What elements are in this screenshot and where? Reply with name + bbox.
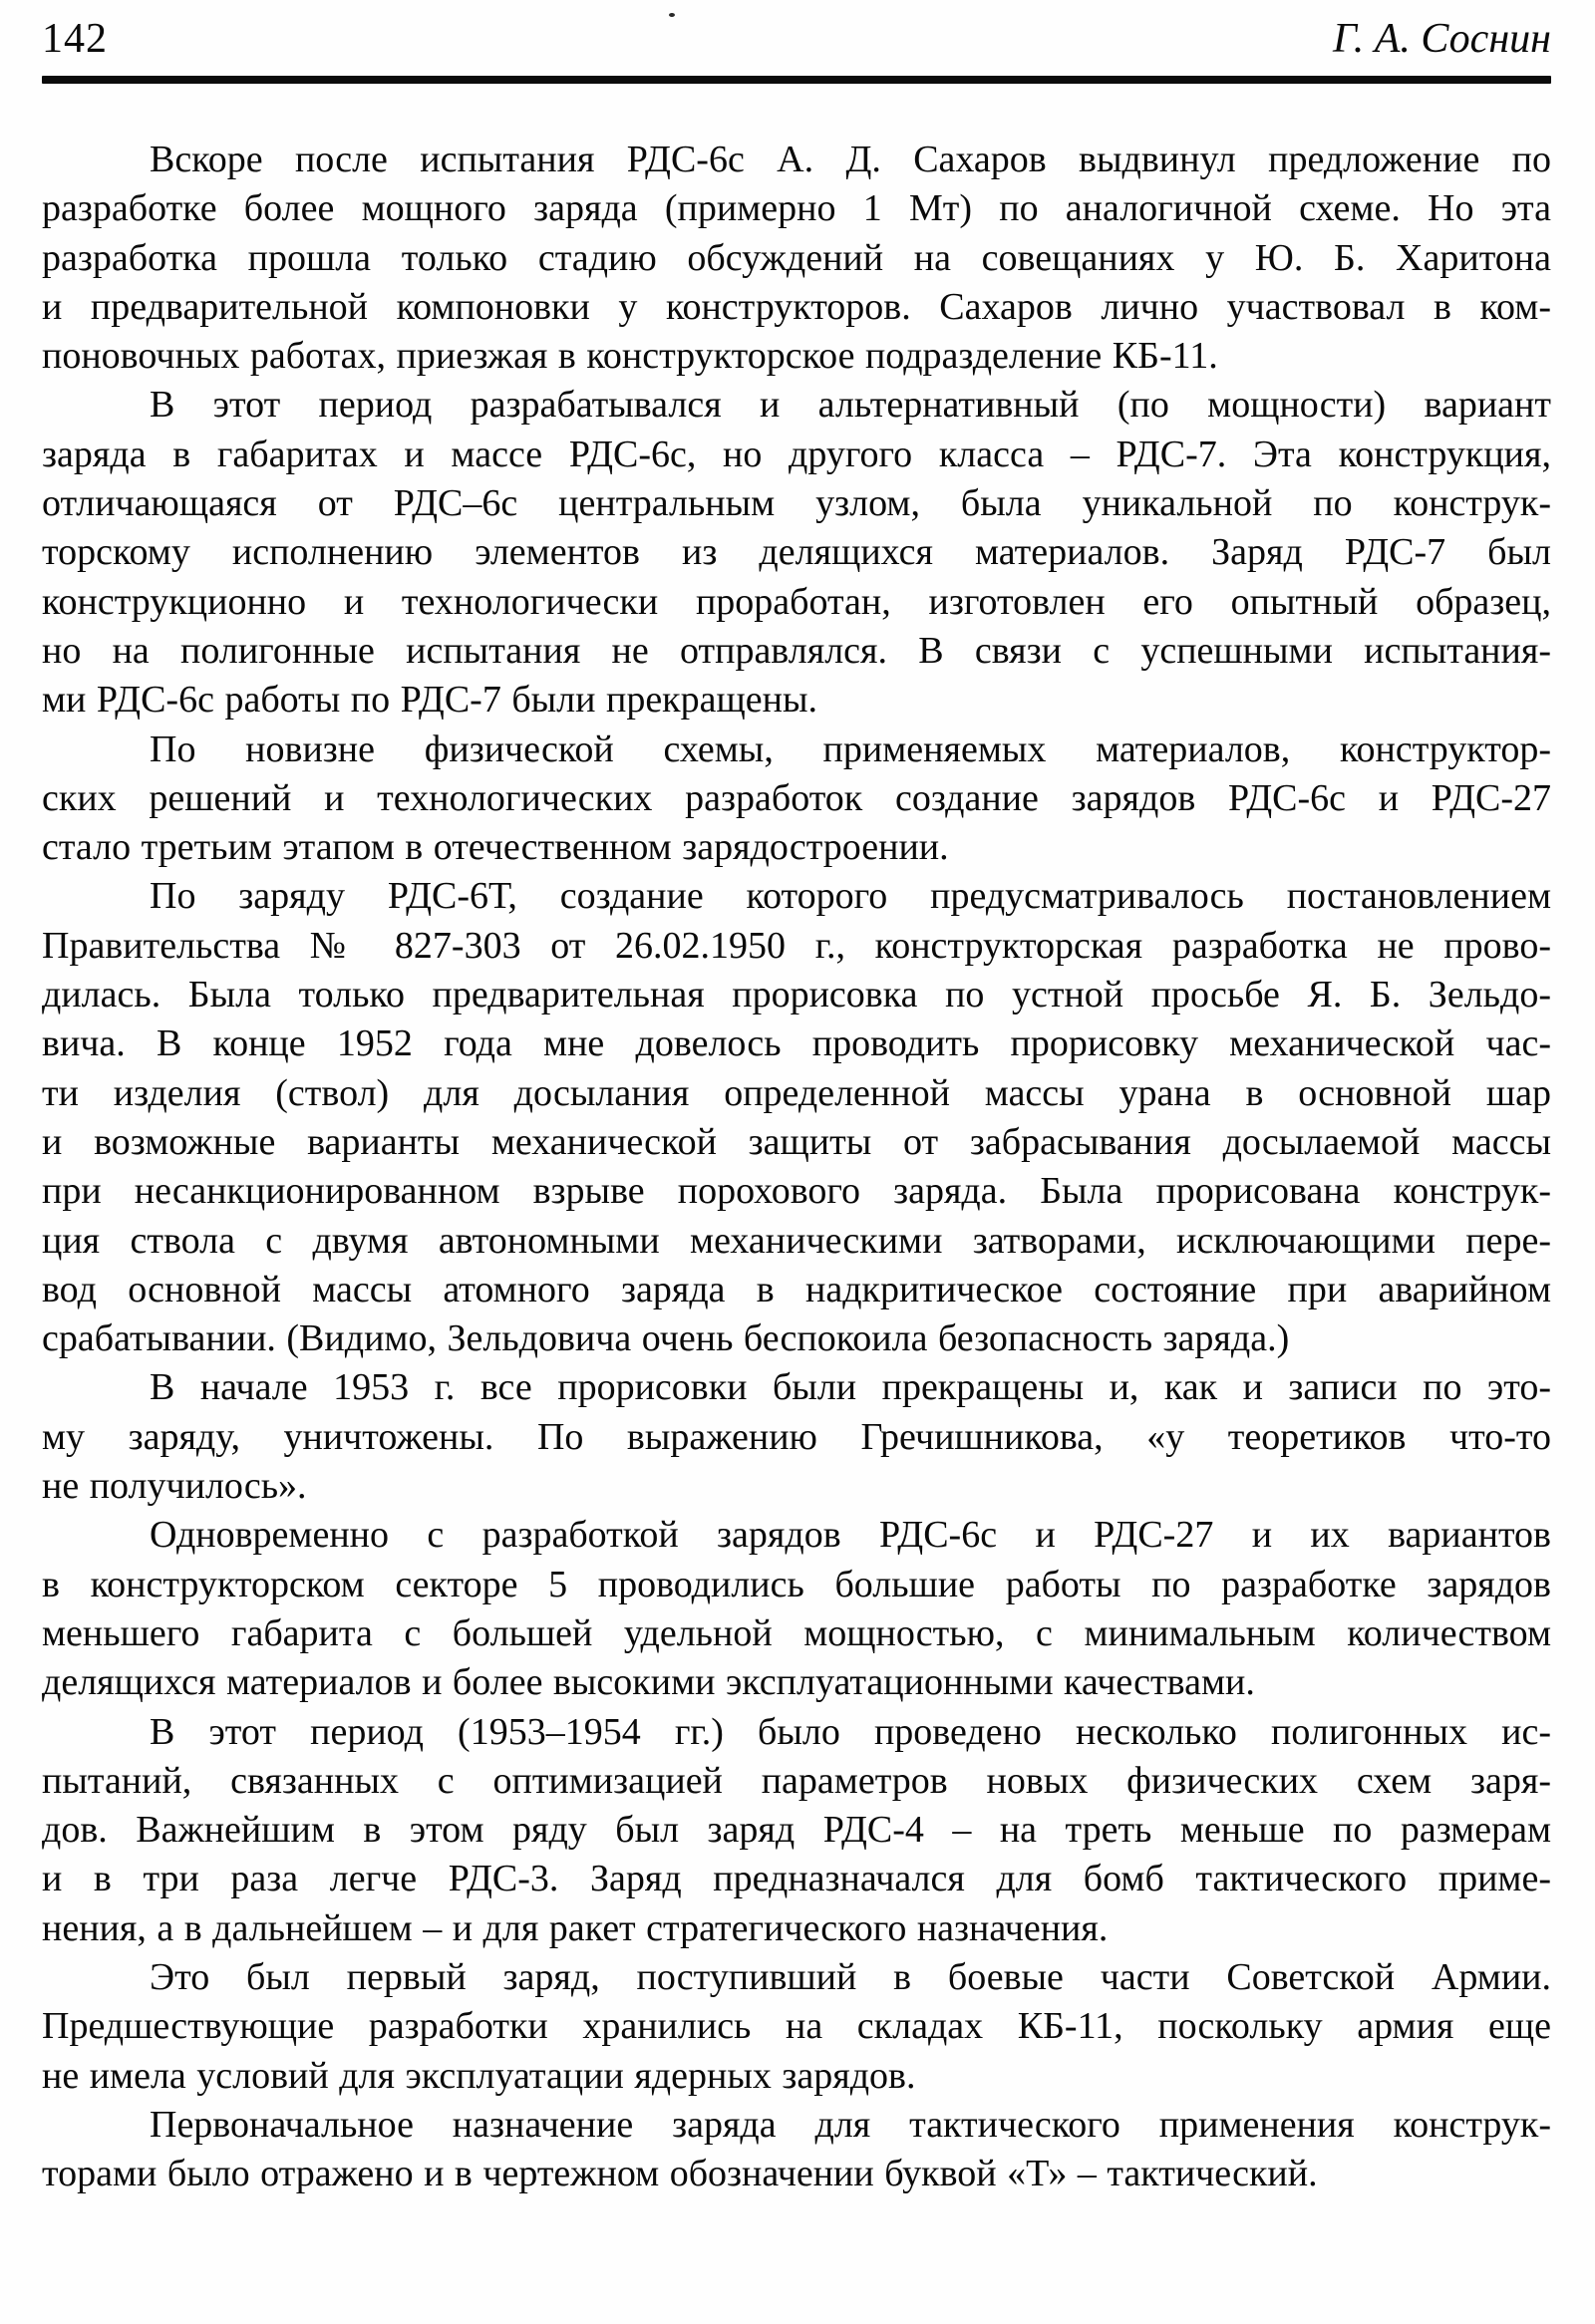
text-line: Вскоре после испытания РДС-6с А. Д. Сахаров выдвинул предложение по <box>150 139 1551 180</box>
text-line: В этот период (1953–1954 гг.) было проведено несколько полигонных ис- <box>150 1710 1551 1753</box>
running-head <box>42 0 1551 62</box>
text-line: не имела условий для эксплуатации ядерных зарядов. <box>42 2054 916 2097</box>
text-line: нения, а в дальнейшем – и для ракет стратегического назначения. <box>42 1906 1109 1949</box>
text-line: В этот период разрабатывался и альтернативный (по мощности) вариант <box>150 384 1551 427</box>
text-line: ми РДС-6с работы по РДС-7 были прекращены. <box>42 679 818 722</box>
text-line: ция ствола с двумя автономными механическими затворами, исключающими пере- <box>42 1219 1551 1262</box>
paragraph <box>42 1953 1551 2101</box>
text-line: разработка прошла только стадию обсуждений на совещаниях у Ю. Б. Харитона <box>42 236 1551 279</box>
text-line: конструкционно и технологически проработан, изготовлен его опытный образец, <box>42 580 1551 623</box>
text-line: ти изделия (ствол) для досылания определенной массы урана в основной шар <box>42 1071 1551 1114</box>
text-line: му заряду, уничтожены. По выражению Гречишникова, «у теоретиков что-то <box>42 1415 1551 1458</box>
text-line: ских решений и технологических разработок создание зарядов РДС-6с и РДС-27 <box>42 776 1551 819</box>
text-line: срабатывании. (Видимо, Зельдовича очень беспокоила безопасность заряда.) <box>42 1317 1290 1360</box>
page-number: 142 <box>42 16 108 62</box>
text-line: Правительства № 827-303 от 26.02.1950 г., конструкторская разработка не прово- <box>42 924 1551 967</box>
paragraph <box>42 1511 1551 1707</box>
text-line: не получилось». <box>42 1465 307 1508</box>
paragraph <box>42 726 1551 873</box>
text-line: Предшествующие разработки хранились на складах КБ-11, поскольку армия еще <box>42 2005 1551 2048</box>
text-line: делящихся материалов и более высокими эксплуатационными качествами. <box>42 1661 1255 1704</box>
text-line: и возможные варианты механической защиты от забрасывания досылаемой массы <box>42 1120 1551 1163</box>
running-head-author: Г. А. Соснин <box>1332 16 1551 62</box>
text-line: По новизне физической схемы, применяемых материалов, конструктор- <box>150 727 1551 770</box>
text-line: стало третьим этапом в отечественном зарядостроении. <box>42 826 949 869</box>
page-body-text <box>42 136 1551 2198</box>
header-rule <box>42 76 1551 84</box>
text-line: Первоначальное назначение заряда для тактического применения конструк- <box>150 2103 1551 2146</box>
text-line: меньшего габарита с большей удельной мощностью, с минимальным количеством <box>42 1611 1551 1654</box>
text-line: поновочных работах, приезжая в конструкторское подразделение КБ-11. <box>42 335 1218 378</box>
text-line: Это был первый заряд, поступивший в боевые части Советской Армии. <box>150 1955 1551 1998</box>
text-line: и предварительной компоновки у конструкторов. Сахаров лично участвовал в ком- <box>42 285 1551 328</box>
paragraph <box>42 872 1551 1363</box>
text-line: заряда в габаритах и массе РДС-6с, но другого класса – РДС-7. Эта конструкция, <box>42 433 1551 475</box>
text-line: торами было отражено и в чертежном обозначении буквой «Т» – тактический. <box>42 2153 1318 2195</box>
text-line: торскому исполнению элементов из делящихся материалов. Заряд РДС-7 был <box>42 531 1551 574</box>
text-line: дов. Важнейшим в этом ряду был заряд РДС-4 – на треть меньше по размерам <box>42 1809 1551 1852</box>
text-line: разработке более мощного заряда (примерно 1 Мт) по аналогичной схеме. Но эта <box>42 187 1551 230</box>
text-line: дилась. Была только предварительная прорисовка по устной просьбе Я. Б. Зельдо- <box>42 974 1551 1017</box>
text-line: пытаний, связанных с оптимизацией параметров новых физических схем заря- <box>42 1759 1551 1802</box>
text-line: вича. В конце 1952 года мне довелось проводить прорисовку механической час- <box>42 1022 1551 1065</box>
text-line: По заряду РДС-6Т, создание которого предусматривалось постановлением <box>150 875 1551 918</box>
scan-artifact-dot <box>669 13 675 17</box>
text-line: но на полигонные испытания не отправлялся. В связи с успешными испытания- <box>42 629 1551 672</box>
paragraph <box>42 1708 1551 1953</box>
text-line: вод основной массы атомного заряда в надкритическое состояние при аварийном <box>42 1268 1551 1310</box>
paragraph <box>42 1363 1551 1511</box>
text-line: при несанкционированном взрыве порохового заряда. Была прорисована конструк- <box>42 1170 1551 1213</box>
paragraph <box>42 2101 1551 2199</box>
paragraph <box>42 136 1551 381</box>
text-line: в конструкторском секторе 5 проводились большие работы по разработке зарядов <box>42 1563 1551 1605</box>
text-line: и в три раза легче РДС-3. Заряд предназначался для бомб тактического приме- <box>42 1858 1551 1900</box>
text-line: отличающаяся от РДС–6с центральным узлом, была уникальной по конструк- <box>42 482 1551 525</box>
text-line: Одновременно с разработкой зарядов РДС-6с и РДС-27 и их вариантов <box>150 1514 1551 1557</box>
paragraph <box>42 381 1551 725</box>
text-line: В начале 1953 г. все прорисовки были прекращены и, как и записи по это- <box>150 1366 1551 1409</box>
